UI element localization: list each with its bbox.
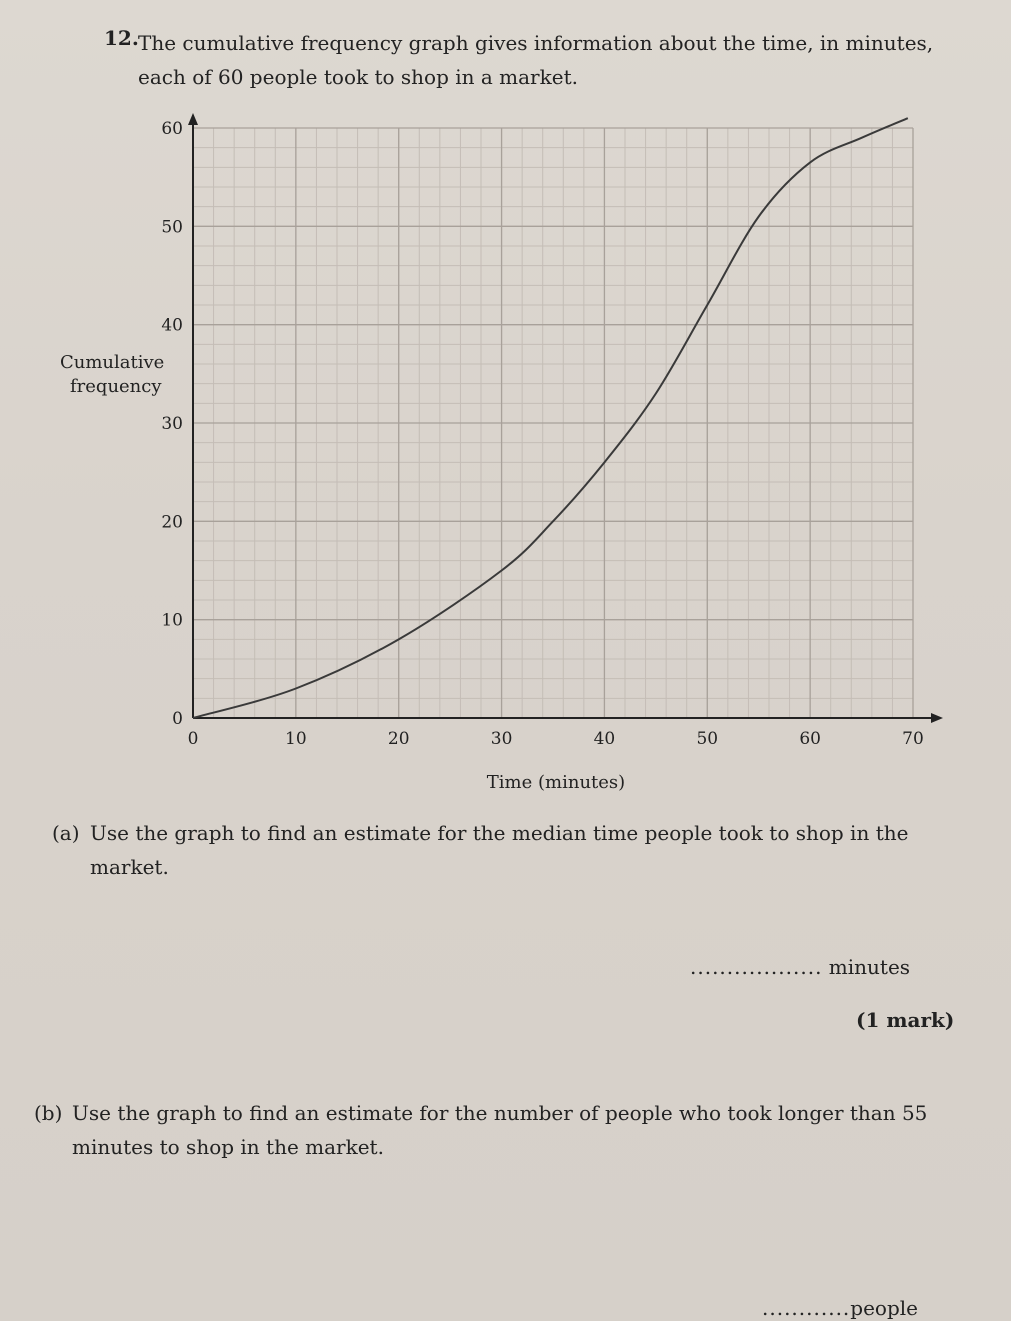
answer-a-line[interactable]	[690, 955, 910, 979]
part-a-label: (a)	[52, 821, 80, 845]
marks-a: (1 mark)	[856, 1008, 955, 1032]
y-tick-label: 0	[172, 709, 183, 729]
question-text: The cumulative frequency graph gives information about the time, in minutes, each of 60 people took to shop in a market.	[138, 31, 934, 89]
question-number: 12.	[104, 26, 139, 50]
answer-a-unit: minutes	[828, 955, 911, 979]
y-tick-label: 50	[161, 217, 183, 238]
y-tick-label: 10	[161, 610, 183, 631]
answer-b-dots: ............	[762, 1296, 851, 1320]
part-a-text: Use the graph to find an estimate for the median time people took to shop in the market.	[90, 821, 909, 879]
cumulative-frequency-curve	[193, 118, 908, 718]
x-tick-label: 60	[799, 729, 821, 749]
x-tick-label: 50	[696, 729, 719, 749]
answer-b-line[interactable]	[762, 1296, 918, 1320]
x-tick-label: 30	[490, 729, 513, 749]
x-tick-label: 20	[387, 729, 410, 749]
x-tick-label: 10	[285, 729, 307, 749]
answer-b-unit: people	[850, 1296, 919, 1320]
y-axis-arrow	[188, 113, 198, 125]
y-axis-label-line1: Cumulative	[60, 352, 165, 373]
x-axis-label: Time (minutes)	[486, 772, 626, 793]
y-tick-label: 20	[161, 512, 183, 533]
x-tick-label: 70	[902, 729, 924, 749]
x-tick-label: 0	[187, 729, 199, 749]
part-b-label: (b)	[34, 1101, 63, 1125]
y-axis-label-line2: frequency	[70, 376, 162, 397]
y-tick-label: 30	[161, 414, 183, 434]
answer-a-dots: ..................	[690, 955, 823, 979]
x-axis-arrow	[931, 713, 943, 723]
y-tick-label: 40	[161, 315, 183, 336]
part-b-text: Use the graph to find an estimate for the number of people who took longer than 55 minutes to shop in the market.	[72, 1101, 928, 1159]
x-tick-label: 40	[593, 729, 616, 749]
y-tick-label: 60	[161, 119, 183, 139]
